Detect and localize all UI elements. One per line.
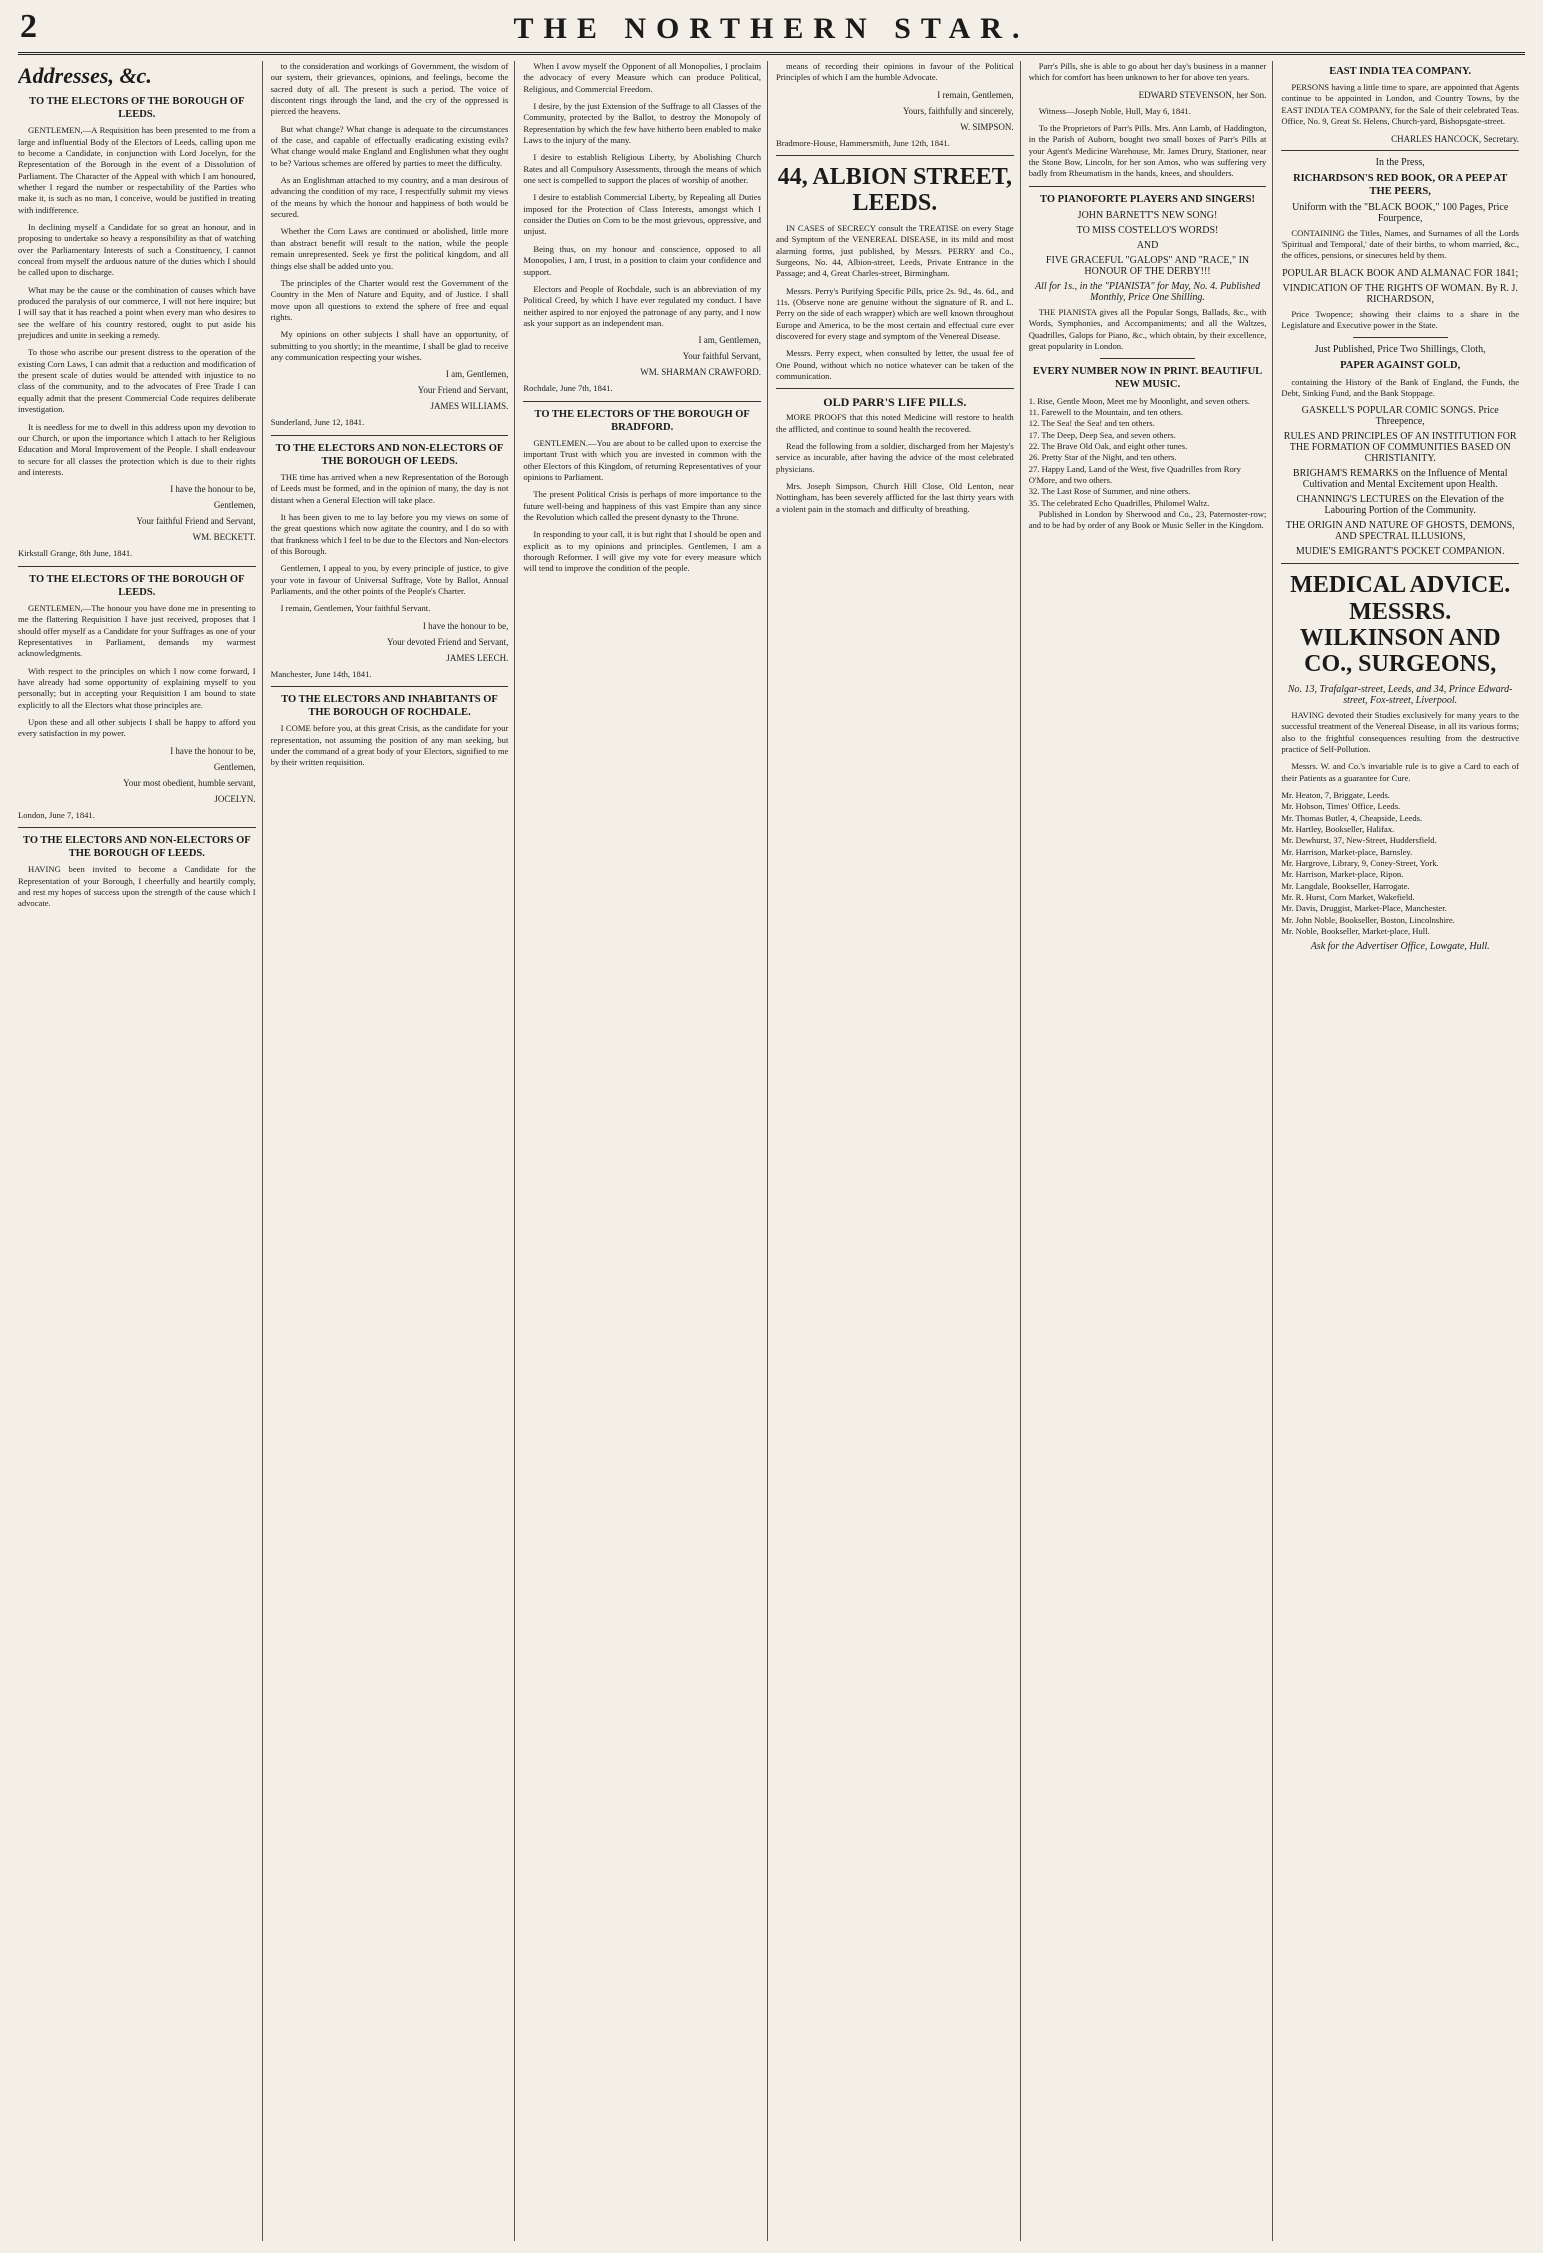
advert-line: GASKELL'S POPULAR COMIC SONGS. Price Threepence, [1301, 405, 1499, 428]
divider [271, 686, 509, 687]
address-paragraph: I remain, Gentlemen, Your faithful Servant. [280, 603, 431, 614]
advert-paragraph: Price Twopence; showing their claims to a share in the Legislature and Executive power in the State. [1281, 308, 1520, 331]
list-item: Mr. Hobson, Times' Office, Leeds. [1281, 801, 1401, 812]
advert-paragraph: To the Proprietors of Parr's Pills. Mrs. Ann Lamb, of Haddington, in the Parish of Auborn, bought two small boxes of Parr's Pills at your Agent's Medicine Warehouse, Mr. James Drury, Stationer, near the Stone Bow, Lincoln, for her son Amos, who was suffering very badly from Rheumatism in the hands, knees, and shoulders. [1028, 123, 1267, 179]
divider [1029, 186, 1267, 187]
page-number: 2 [20, 8, 37, 45]
signature-line: Gentlemen, [213, 500, 256, 511]
list-item: 17. The Deep, Deep Sea, and seven others. [1028, 429, 1176, 440]
list-item: Mr. Thomas Butler, 4, Cheapside, Leeds. [1281, 812, 1423, 823]
advert-line: No. 13, Trafalgar-street, Leeds, and 34, Prince Edward-street, Fox-street, Liverpool. [1287, 683, 1513, 706]
advert-line: MUDIE'S EMIGRANT'S POCKET COMPANION. [1295, 546, 1505, 558]
column-3 [523, 61, 768, 2241]
address-heading: TO THE ELECTORS AND NON-ELECTORS OF THE BOROUGH OF LEEDS. [23, 834, 251, 860]
advert-paragraph: Parr's Pills, she is able to go about her day's business in a manner which for comfort has been unknown to her for above ten years. [1028, 61, 1267, 83]
address-heading: TO THE ELECTORS AND INHABITANTS OF THE BOROUGH OF ROCHDALE. [281, 693, 498, 719]
signature-line: Your devoted Friend and Servant, [387, 636, 509, 647]
signature-name: WM. SHARMAN CRAWFORD. [640, 367, 762, 378]
signature-line: I have the honour to be, [170, 484, 256, 495]
divider [18, 566, 256, 567]
signature-date: Sunderland, June 12, 1841. [270, 417, 365, 428]
advert-paragraph: IN CASES of SECRECY consult the TREATISE on every Stage and Symptom of the VENEREAL DISEASE, in its mild and most alarming forms, just published, by Messrs. PERRY and Co., Surgeons, No. 44, Albion-street, Leeds, Private Entrance in the Passage; and 4, Great Charles-street, Birmingham. [776, 222, 1014, 279]
list-item: 22. The Brave Old Oak, and eight other tunes. [1028, 440, 1188, 451]
signature-date: Rochdale, June 7th, 1841. [523, 383, 613, 394]
address-paragraph: Being thus, on my honour and conscience, opposed to all Monopolies, I am, I trust, in a position to claim your confidence and support. [523, 243, 762, 277]
address-paragraph: It is needless for me to dwell in this address upon my devotion to our Church, or upon the importance which I attach to her Religious Education and Moral Improvement of the People. I shall endeavour to secure for all classes the protection which is due to their rights and interests. [18, 421, 256, 477]
advert-line: AND [1136, 239, 1159, 251]
signature-line: I am, Gentlemen, [698, 335, 762, 346]
address-paragraph: GENTLEMEN.—You are about to be called upon to exercise the important Trust with which you are invested in common with the other Electors of this Kingdom, of returning Representatives of your opinions to Parliament. [523, 437, 762, 482]
signature-line: I am, Gentlemen, [445, 369, 509, 380]
signature-date: London, June 7, 1841. [18, 809, 95, 820]
section-title: Addresses, &c. [18, 63, 152, 88]
newspaper-title: THE NORTHERN STAR. [513, 12, 1030, 45]
signature-line: Yours, faithfully and sincerely, [902, 105, 1014, 116]
advert-line: POPULAR BLACK BOOK AND ALMANAC FOR 1841; [1282, 267, 1519, 279]
address-paragraph: With respect to the principles on which I now come forward, I have already had some opportunity of explaining myself to you personally; but in accepting your Requisition I am bound to state explicitly to all the Electors what those principles are. [18, 665, 256, 710]
signature-line: I have the honour to be, [422, 620, 509, 631]
advert-line: CHANNING'S LECTURES on the Elevation of the Labouring Portion of the Community. [1296, 494, 1504, 517]
divider [523, 401, 761, 402]
signature-line: I have the honour to be, [170, 745, 256, 756]
advert-line: THE ORIGIN AND NATURE OF GHOSTS, DEMONS, AND SPECTRAL ILLUSIONS, [1285, 520, 1515, 543]
divider [776, 155, 1014, 156]
address-heading: TO THE ELECTORS AND NON-ELECTORS OF THE BOROUGH OF LEEDS. [275, 442, 504, 467]
address-paragraph: When I avow myself the Opponent of all Monopolies, I proclaim the advocacy of every Measure which can produce Political, Religious, and Commercial Freedom. [523, 61, 762, 94]
address-heading: TO THE ELECTORS OF THE BOROUGH OF LEEDS. [29, 573, 245, 598]
address-paragraph: As an Englishman attached to my country, and a man desirous of advancing the condition of my race, I respectfully submit my views of the means by which the honour and happiness of both would be secured. [270, 175, 509, 220]
list-item: Mr. Dewhurst, 37, New-Street, Huddersfield. [1281, 835, 1437, 846]
address-paragraph: means of recording their opinions in favour of the Political Principles of which I am the humble Advocate. [776, 61, 1014, 83]
music-list [1029, 396, 1267, 509]
advert-heading: PAPER AGAINST GOLD, [1340, 360, 1461, 372]
address-paragraph: GENTLEMEN,—The honour you have done me in presenting to me the flattering Requisition I have just received, proposes that I should offer myself as a Candidate for your Suffrages as one of your Representatives in Parliament, demands my warmest acknowledgments. [18, 602, 256, 659]
address-paragraph: In responding to your call, it is but right that I should be open and explicit as to my opinions and principles. Gentlemen, I am a thorough Reformer. I will give my vote for every measure which will tend to improve the condition of the people. [523, 529, 762, 574]
advert-paragraph: MORE PROOFS that this noted Medicine will restore to health the afflicted, and continue to sound health the recovered. [776, 412, 1014, 434]
signature-name: JAMES WILLIAMS. [430, 401, 509, 412]
advert-paragraph: THE PIANISTA gives all the Popular Songs, Ballads, &c., with Words, Symphonies, and Accompaniments; and all the Waltzes, Quadrilles, Galops for Piano, &c., which obtain, by their excellence, great popularity in London. [1028, 306, 1267, 351]
advert-line: VINDICATION OF THE RIGHTS OF WOMAN. By R. J. RICHARDSON, [1282, 282, 1518, 305]
signature-line: Gentlemen, [213, 761, 256, 772]
divider [776, 388, 1014, 389]
divider [1281, 563, 1519, 564]
signature-line: Your faithful Friend and Servant, [136, 516, 256, 527]
list-item: 12. The Sea! the Sea! and ten others. [1028, 418, 1155, 429]
signature-name: JOCELYN. [214, 793, 256, 804]
address-paragraph: GENTLEMEN,—A Requisition has been presented to me from a large and influential Body of the Electors of Leeds, calling upon me to become a Candidate, in conjunction with Lord Jocelyn, for the Representation of the Borough in the event of a Dissolution of Parliament. The Character of the Appeal with which I am honoured, whether I regard the number or respectability of the Parties who make it, is such as no man, I conceive, would be justified in treating with indifference. [18, 125, 256, 215]
advert-headline: MEDICAL ADVICE. MESSRS. WILKINSON AND CO., SURGEONS, [1290, 572, 1511, 678]
list-item: 26. Pretty Star of the Night, and ten others. [1028, 452, 1177, 463]
list-item: Mr. Hartley, Bookseller, Halifax. [1281, 823, 1395, 834]
address-paragraph: The principles of the Charter would rest the Government of the Country in the Men of Nature and Equity, and of Justice. I shall move upon all questions to extend the sphere of free and equal rights. [270, 277, 509, 322]
signature-name: EDWARD STEVENSON, her Son. [1138, 89, 1267, 100]
advert-heading: RICHARDSON'S RED BOOK, OR A PEEP AT THE PEERS, [1293, 172, 1508, 197]
list-item: Mr. R. Hurst, Corn Market, Wakefield. [1281, 892, 1415, 902]
list-item: 1. Rise, Gentle Moon, Meet me by Moonlight, and seven others. [1028, 395, 1250, 406]
advert-paragraph: Messrs. Perry's Purifying Specific Pills, price 2s. 9d., 4s. 6d., and 11s. (Observe none are genuine without the signature of R. and L. Perry on the side of each wrapper) which are well known throughout Europe and America, to be the most certain and effectual cure ever discovered for every stage and symptom of the Venereal Disease. [776, 285, 1014, 341]
list-item: Mr. Harrison, Market-place, Barnsley. [1281, 846, 1413, 857]
address-paragraph: I desire, by the just Extension of the Suffrage to all Classes of the Community, protected by the Ballot, to destroy the Monopoly of Representation by which the few have hitherto been enabled to make Laws to the injury of the many. [523, 101, 762, 146]
advert-line: Ask for the Advertiser Office, Lowgate, Hull. [1310, 941, 1490, 953]
divider [18, 827, 256, 828]
address-paragraph: I COME before you, at this great Crisis, as the candidate for your representation, not assuming the position of any man seeking, but under the command of a great body of your Electors, signified to me by their written requisition. [270, 723, 509, 768]
address-paragraph: Electors and People of Rochdale, such is an abbreviation of my Political Creed, by which I have ever regulated my conduct. I have neither aspired to nor enjoyed the patronage of any party, and I now ask your support as an independent man. [523, 283, 762, 328]
address-paragraph: THE time has arrived when a new Representation of the Borough of Leeds must be formed, and in the opinion of many, the day is not distant when a General Election will take place. [270, 471, 509, 505]
masthead [18, 8, 1525, 55]
advert-paragraph: HAVING devoted their Studies exclusively for many years to the successful treatment of the Venereal Disease, in all its various forms; also to the frightful consequences resulting from the destructive practice of Self-Pollution. [1281, 709, 1520, 754]
advert-line: FIVE GRACEFUL "GALOPS" AND "RACE," IN HONOUR OF THE DERBY!!! [1045, 254, 1250, 277]
advert-headline: 44, ALBION STREET, LEEDS. [777, 164, 1012, 217]
advert-paragraph: containing the History of the Bank of England, the Funds, the Debt, Sinking Fund, and the Bank Stoppage. [1281, 376, 1520, 398]
column-2 [271, 61, 516, 2241]
address-paragraph: I desire to establish Commercial Liberty, by Repealing all Duties imposed for the Protection of Class Interests, amongst which I consider the Duties on Corn to be the most grievous, oppressive, and unjust. [523, 192, 762, 237]
address-paragraph: Upon these and all other subjects I shall be happy to afford you every satisfaction in my power. [18, 716, 256, 739]
address-paragraph: What may be the cause or the combination of causes which have produced the paralysis of our commerce, I will not here inquire; but I will say that it has reached a point when every man who desires to see the welfare of his country restored, ought to put aside his prejudices and unite in seeking a remedy. [18, 284, 256, 341]
advert-line: BRIGHAM'S REMARKS on the Influence of Mental Cultivation and Mental Excitement upon Health. [1292, 468, 1508, 491]
list-item: Mr. Noble, Bookseller, Market-place, Hull. [1281, 926, 1430, 937]
list-item: Mr. Langdale, Bookseller, Harrogate. [1281, 880, 1410, 891]
address-paragraph: I desire to establish Religious Liberty, by Abolishing Church Rates and all Compulsory Assessments, through the means of which one sect is compelled to support the places of worship of another. [523, 152, 762, 186]
advert-line: JOHN BARNETT'S NEW SONG! [1077, 209, 1218, 221]
address-paragraph: It has been given to me to lay before you my views on some of the great questions which now agitate the country, and I do so with that frankness which I feel to be due to the Electors and Non-electors of this Borough. [270, 511, 509, 556]
advert-heading: TO PIANOFORTE PLAYERS AND SINGERS! [1040, 193, 1255, 205]
list-item: Mr. Harrison, Market-place, Ripon. [1281, 869, 1404, 880]
advert-paragraph: PERSONS having a little time to spare, are appointed that Agents continue to be appointed in London, and Country Towns, by the EAST INDIA TEA COMPANY, for the Sale of their celebrated Teas. Office, No. 9, Great St. Helens, Church-yard, Bishopsgate-street. [1281, 82, 1520, 127]
list-item: 11. Farewell to the Mountain, and ten others. [1028, 406, 1184, 417]
column-4 [776, 61, 1021, 2241]
list-item: 27. Happy Land, Land of the West, five Quadrilles from Rory O'More, and two others. [1028, 463, 1241, 485]
divider [1100, 358, 1195, 359]
list-item: 32. The Last Rose of Summer, and nine others. [1028, 486, 1191, 497]
advert-paragraph: CONTAINING the Titles, Names, and Surnames of all the Lords 'Spiritual and Temporal,' date of their births, to whom married, &c., the offices, pensions, or sinecures held by them. [1281, 227, 1520, 261]
agents-list [1281, 790, 1519, 937]
advert-paragraph: Published in London by Sherwood and Co., 23, Paternoster-row; and to be had by order of any Book or Music Seller in the Kingdom. [1028, 508, 1267, 531]
list-item: Mr. Heaton, 7, Briggate, Leeds. [1281, 789, 1390, 800]
address-paragraph: But what change? What change is adequate to the circumstances of the case, and capable of effectually eradicating existing evils? What change would make England and Englishmen what they ought to be? Various schemes are offered by parties to meet the difficulty. [270, 123, 509, 168]
signature-line: Your most obedient, humble servant, [123, 777, 256, 788]
list-item: 35. The celebrated Echo Quadrilles, Philomel Waltz. [1028, 497, 1210, 508]
signature-date: Kirkstall Grange, 8th June, 1841. [18, 548, 133, 559]
signature-line: Your faithful Servant, [682, 351, 762, 362]
advert-line: Just Published, Price Two Shillings, Cloth, [1314, 344, 1486, 356]
advert-paragraph: Messrs. Perry expect, when consulted by letter, the usual fee of One Pound, without which no notice whatever can be taken of the communication. [776, 348, 1014, 381]
advert-paragraph: Messrs. W. and Co.'s invariable rule is to give a Card to each of their Patients as a guarantee for Cure. [1281, 761, 1520, 783]
advert-line: Uniform with the "BLACK BOOK," 100 Pages, Price Fourpence, [1292, 201, 1509, 224]
address-paragraph: To those who ascribe our present distress to the operation of the existing Corn Laws, I can admit that a reduction and modification of the present scale of duties would be attended with injustice to no class of the community, and to the advocates of Free Trade I can equally admit that the present Commercial Code requires deliberate investigation. [18, 347, 256, 415]
address-paragraph: My opinions on other subjects I shall have an opportunity, of submitting to you shortly; in the meantime, I shall be glad to receive any communication respecting your wishes. [270, 329, 509, 362]
signature-name: WM. BECKETT. [192, 532, 256, 543]
list-item: Mr. John Noble, Bookseller, Boston, Lincolnshire. [1281, 914, 1455, 925]
column-5 [1029, 61, 1274, 2241]
advert-paragraph: Read the following from a soldier, discharged from her Majesty's service as incurable, after having the advice of the most celebrated physicians. [776, 440, 1014, 474]
address-paragraph: to the consideration and workings of Government, the wisdom of our system, their grievances, opinions, and feelings, become the sacred duty of all. The present is such a period. The voice of discontent rings through the land, and the cry of the oppressed is pierced the heavens. [270, 61, 509, 117]
advert-paragraph: Witness—Joseph Noble, Hull, May 6, 1841. [1038, 105, 1191, 116]
advert-line: TO MISS COSTELLO'S WORDS! [1076, 224, 1219, 236]
address-heading: TO THE ELECTORS OF THE BOROUGH OF LEEDS. [29, 96, 245, 121]
divider [271, 435, 509, 436]
signature-line: Your Friend and Servant, [417, 385, 509, 396]
divider [1281, 150, 1519, 151]
signature-line: I remain, Gentlemen, [937, 89, 1014, 100]
columns [18, 61, 1525, 2241]
advert-paragraph: Mrs. Joseph Simpson, Church Hill Close, Old Lenton, near Nottingham, has been severely afflicted for the last thirty years with a violent pain in the stomach and difficulty of breathing. [776, 481, 1014, 514]
column-6 [1281, 61, 1525, 2241]
advert-heading: EAST INDIA TEA COMPANY. [1329, 66, 1472, 77]
address-paragraph: Whether the Corn Laws are continued or abolished, little more than abstract benefit will result to the nation, while the people remain unrepresented. Seek ye first the political kingdom, and all things else shall be added unto you. [270, 226, 509, 271]
address-paragraph: In declining myself a Candidate for so great an honour, and in proposing to undertake so heavy a responsibility as that of watching over the Parliamentary Interests of such a Constituency, I cannot conceal from myself the arduous nature of the duties which I should be called upon to discharge. [18, 222, 256, 278]
list-item: Mr. Hargrove, Library, 9, Coney-Street, York. [1281, 857, 1439, 868]
signature-date: Manchester, June 14th, 1841. [270, 668, 372, 679]
signature-name: W. SIMPSON. [960, 121, 1014, 132]
advert-line: In the Press, [1375, 156, 1425, 168]
advert-subheading: OLD PARR'S LIFE PILLS. [823, 395, 967, 410]
advert-line: RULES AND PRINCIPLES OF AN INSTITUTION FOR THE FORMATION OF COMMUNITIES BASED ON CHRISTIANITY. [1283, 431, 1517, 465]
advert-heading: EVERY NUMBER NOW IN PRINT. BEAUTIFUL NEW MUSIC. [1032, 366, 1263, 391]
signature-name: JAMES LEECH. [446, 652, 509, 663]
address-paragraph: Gentlemen, I appeal to you, by every principle of justice, to give your vote in favour of Universal Suffrage, Vote by Ballot, Annual Parliaments, and the other points of the People's Charter. [270, 563, 509, 596]
signature-date: Bradmore-House, Hammersmith, June 12th, 1841. [776, 137, 950, 148]
column-1 [18, 61, 263, 2241]
address-heading: TO THE ELECTORS OF THE BOROUGH OF BRADFORD. [534, 408, 750, 433]
signature-name: CHARLES HANCOCK, Secretary. [1391, 133, 1520, 144]
address-paragraph: HAVING been invited to become a Candidate for the Representation of your Borough, I cheerfully and heartily comply, and rest my hopes of success upon the strength of the cause which I advocate. [18, 864, 256, 909]
advert-line: All for 1s., in the "PIANISTA" for May, No. 4. Published Monthly, Price One Shilling. [1034, 280, 1261, 303]
address-paragraph: The present Political Crisis is perhaps of more importance to the future well-being and happiness of this vast Empire than any since the Revolution which called the present dynasty to the Throne. [523, 489, 762, 522]
divider [1353, 337, 1448, 338]
list-item: Mr. Davis, Druggist, Market-Place, Manchester. [1281, 903, 1447, 914]
